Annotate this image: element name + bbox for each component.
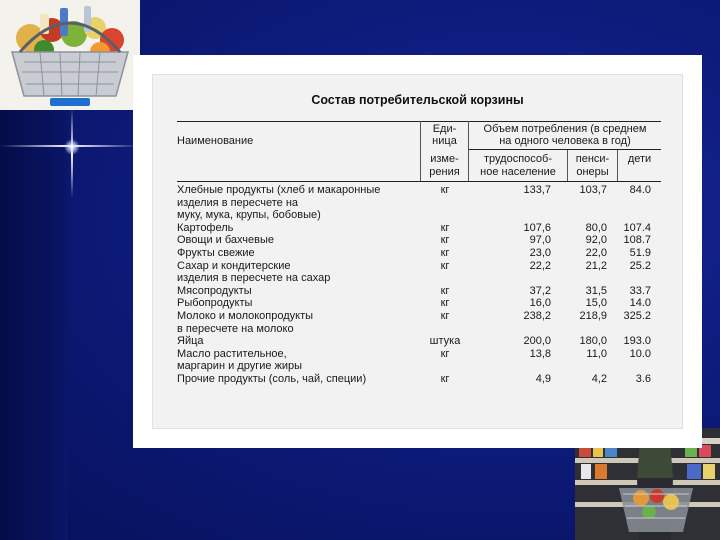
header-mid-rule: [469, 149, 661, 150]
row-unit: кг: [440, 309, 450, 322]
row-product-name-line: Яйца: [177, 335, 204, 348]
row-product-name: [177, 222, 421, 235]
row-pension-value: 218,9: [579, 309, 607, 322]
row-product-name: [177, 335, 421, 348]
row-unit: кг: [440, 372, 450, 385]
row-working-value: 107,6: [523, 221, 551, 234]
row-pension-value: 80,0: [585, 221, 607, 234]
row-product-name-line: Рыбопродукты: [177, 297, 253, 310]
header-working-line1: трудоспособ-: [484, 153, 552, 165]
row-unit: кг: [440, 259, 450, 272]
header-unit-top: Еди-: [432, 123, 457, 135]
row-product-name: [177, 348, 421, 373]
row-product-name: [177, 310, 421, 335]
row-children-value: 25.2: [629, 259, 651, 272]
row-working-value: 16,0: [529, 297, 551, 310]
table-row: [177, 335, 661, 348]
row-unit: кг: [440, 184, 450, 196]
row-children-value: 325.2: [623, 309, 651, 322]
row-product-name: [177, 297, 421, 310]
row-pension-value: 15,0: [585, 297, 607, 310]
table-row: [177, 310, 661, 335]
header-name: Наименование: [177, 135, 254, 147]
row-working-value: 238,2: [523, 309, 551, 322]
row-unit: кг: [440, 347, 450, 360]
row-product-name: [177, 234, 421, 247]
row-working-value: 23,0: [529, 246, 551, 259]
header-children: дети: [627, 153, 652, 165]
row-unit: кг: [440, 221, 450, 234]
grocery-basket-image: [0, 0, 140, 110]
table-row: [177, 222, 661, 235]
row-pension-value: 31,5: [585, 284, 607, 297]
row-product-name-line: изделия в пересчете на сахар: [177, 272, 331, 285]
row-children-value: 108.7: [623, 234, 651, 247]
row-product-name-line: Фрукты свежие: [177, 246, 255, 259]
table-row: [177, 260, 661, 285]
sparkle-center: [64, 139, 80, 155]
row-product-name-line: Мясопродукты: [177, 284, 252, 297]
row-children-value: 10.0: [629, 347, 651, 360]
row-product-name-line: маргарин и другие жиры: [177, 360, 303, 373]
row-pension-value: 11,0: [586, 347, 607, 360]
table-row: [177, 234, 661, 247]
row-product-name-line: Овощи и бахчевые: [177, 234, 274, 247]
row-product-name: [177, 260, 421, 285]
document-page: [152, 74, 683, 429]
row-product-name-line: в пересчете на молоко: [177, 322, 294, 335]
row-unit: кг: [440, 246, 450, 259]
table-row: [177, 348, 661, 373]
row-working-value: 4,9: [535, 372, 551, 385]
header-volume-line1: Объем потребления (в среднем: [483, 123, 647, 135]
row-pension-value: 4,2: [591, 372, 607, 385]
row-working-value: 133,7: [523, 184, 551, 196]
row-working-value: 97,0: [529, 234, 551, 247]
table-row: [177, 297, 661, 310]
table-header: [177, 121, 661, 181]
row-product-name: [177, 373, 421, 386]
row-children-value: 3.6: [635, 372, 651, 385]
row-product-name-line: Масло растительное,: [177, 347, 287, 360]
row-unit: кг: [440, 284, 450, 297]
row-unit: кг: [440, 234, 450, 247]
row-product-name-line: Картофель: [177, 221, 234, 234]
row-pension-value: 180,0: [579, 335, 607, 348]
table-row: [177, 247, 661, 260]
row-unit: штука: [429, 335, 461, 348]
basket-illustration: [0, 0, 140, 110]
row-unit: кг: [440, 297, 450, 310]
row-children-value: 51.9: [629, 246, 651, 259]
row-pension-value: 92,0: [585, 234, 607, 247]
header-unit-mid: ница: [432, 135, 457, 147]
row-product-name: [177, 285, 421, 298]
header-bottom-rule: [177, 181, 661, 182]
header-pension-line1: пенси-: [575, 153, 610, 165]
row-product-name-line: изделия в пересчете на: [177, 196, 299, 209]
header-pension-line2: онеры: [576, 166, 609, 178]
row-product-name-line: Прочие продукты (соль, чай, специи): [177, 372, 367, 385]
row-children-value: 14.0: [629, 297, 651, 310]
row-pension-value: 103,7: [579, 184, 607, 196]
row-working-value: 37,2: [529, 284, 551, 297]
document-title: Состав потребительской корзины: [311, 93, 524, 107]
consumer-basket-table: [177, 121, 661, 386]
row-children-value: 33.7: [629, 284, 651, 297]
row-product-name-line: муку, мука, крупы, бобовые): [177, 209, 321, 222]
header-working-line2: ное население: [480, 166, 556, 178]
header-top-rule: [177, 121, 661, 122]
row-product-name-line: Хлебные продукты (хлеб и макаронные: [177, 184, 381, 196]
row-pension-value: 21,2: [585, 259, 607, 272]
header-unit-bot2: рения: [429, 166, 460, 178]
table-row: [177, 373, 661, 386]
row-product-name: [177, 247, 421, 260]
row-pension-value: 22,0: [585, 246, 607, 259]
row-children-value: 107.4: [623, 221, 651, 234]
table-body: [177, 181, 661, 386]
row-children-value: 193.0: [623, 335, 651, 348]
row-product-name: [177, 184, 421, 222]
table-row: [177, 184, 661, 222]
row-children-value: 84.0: [629, 184, 651, 196]
row-product-name-line: Сахар и кондитерские: [177, 259, 291, 272]
table-row: [177, 285, 661, 298]
header-volume-line2: на одного человека в год): [499, 135, 631, 147]
row-working-value: 200,0: [523, 335, 551, 348]
row-working-value: 13,8: [529, 347, 551, 360]
row-product-name-line: Молоко и молокопродукты: [177, 309, 314, 322]
row-working-value: 22,2: [529, 259, 551, 272]
header-unit-bot1: изме-: [430, 153, 459, 165]
left-dark-band: [0, 110, 68, 540]
